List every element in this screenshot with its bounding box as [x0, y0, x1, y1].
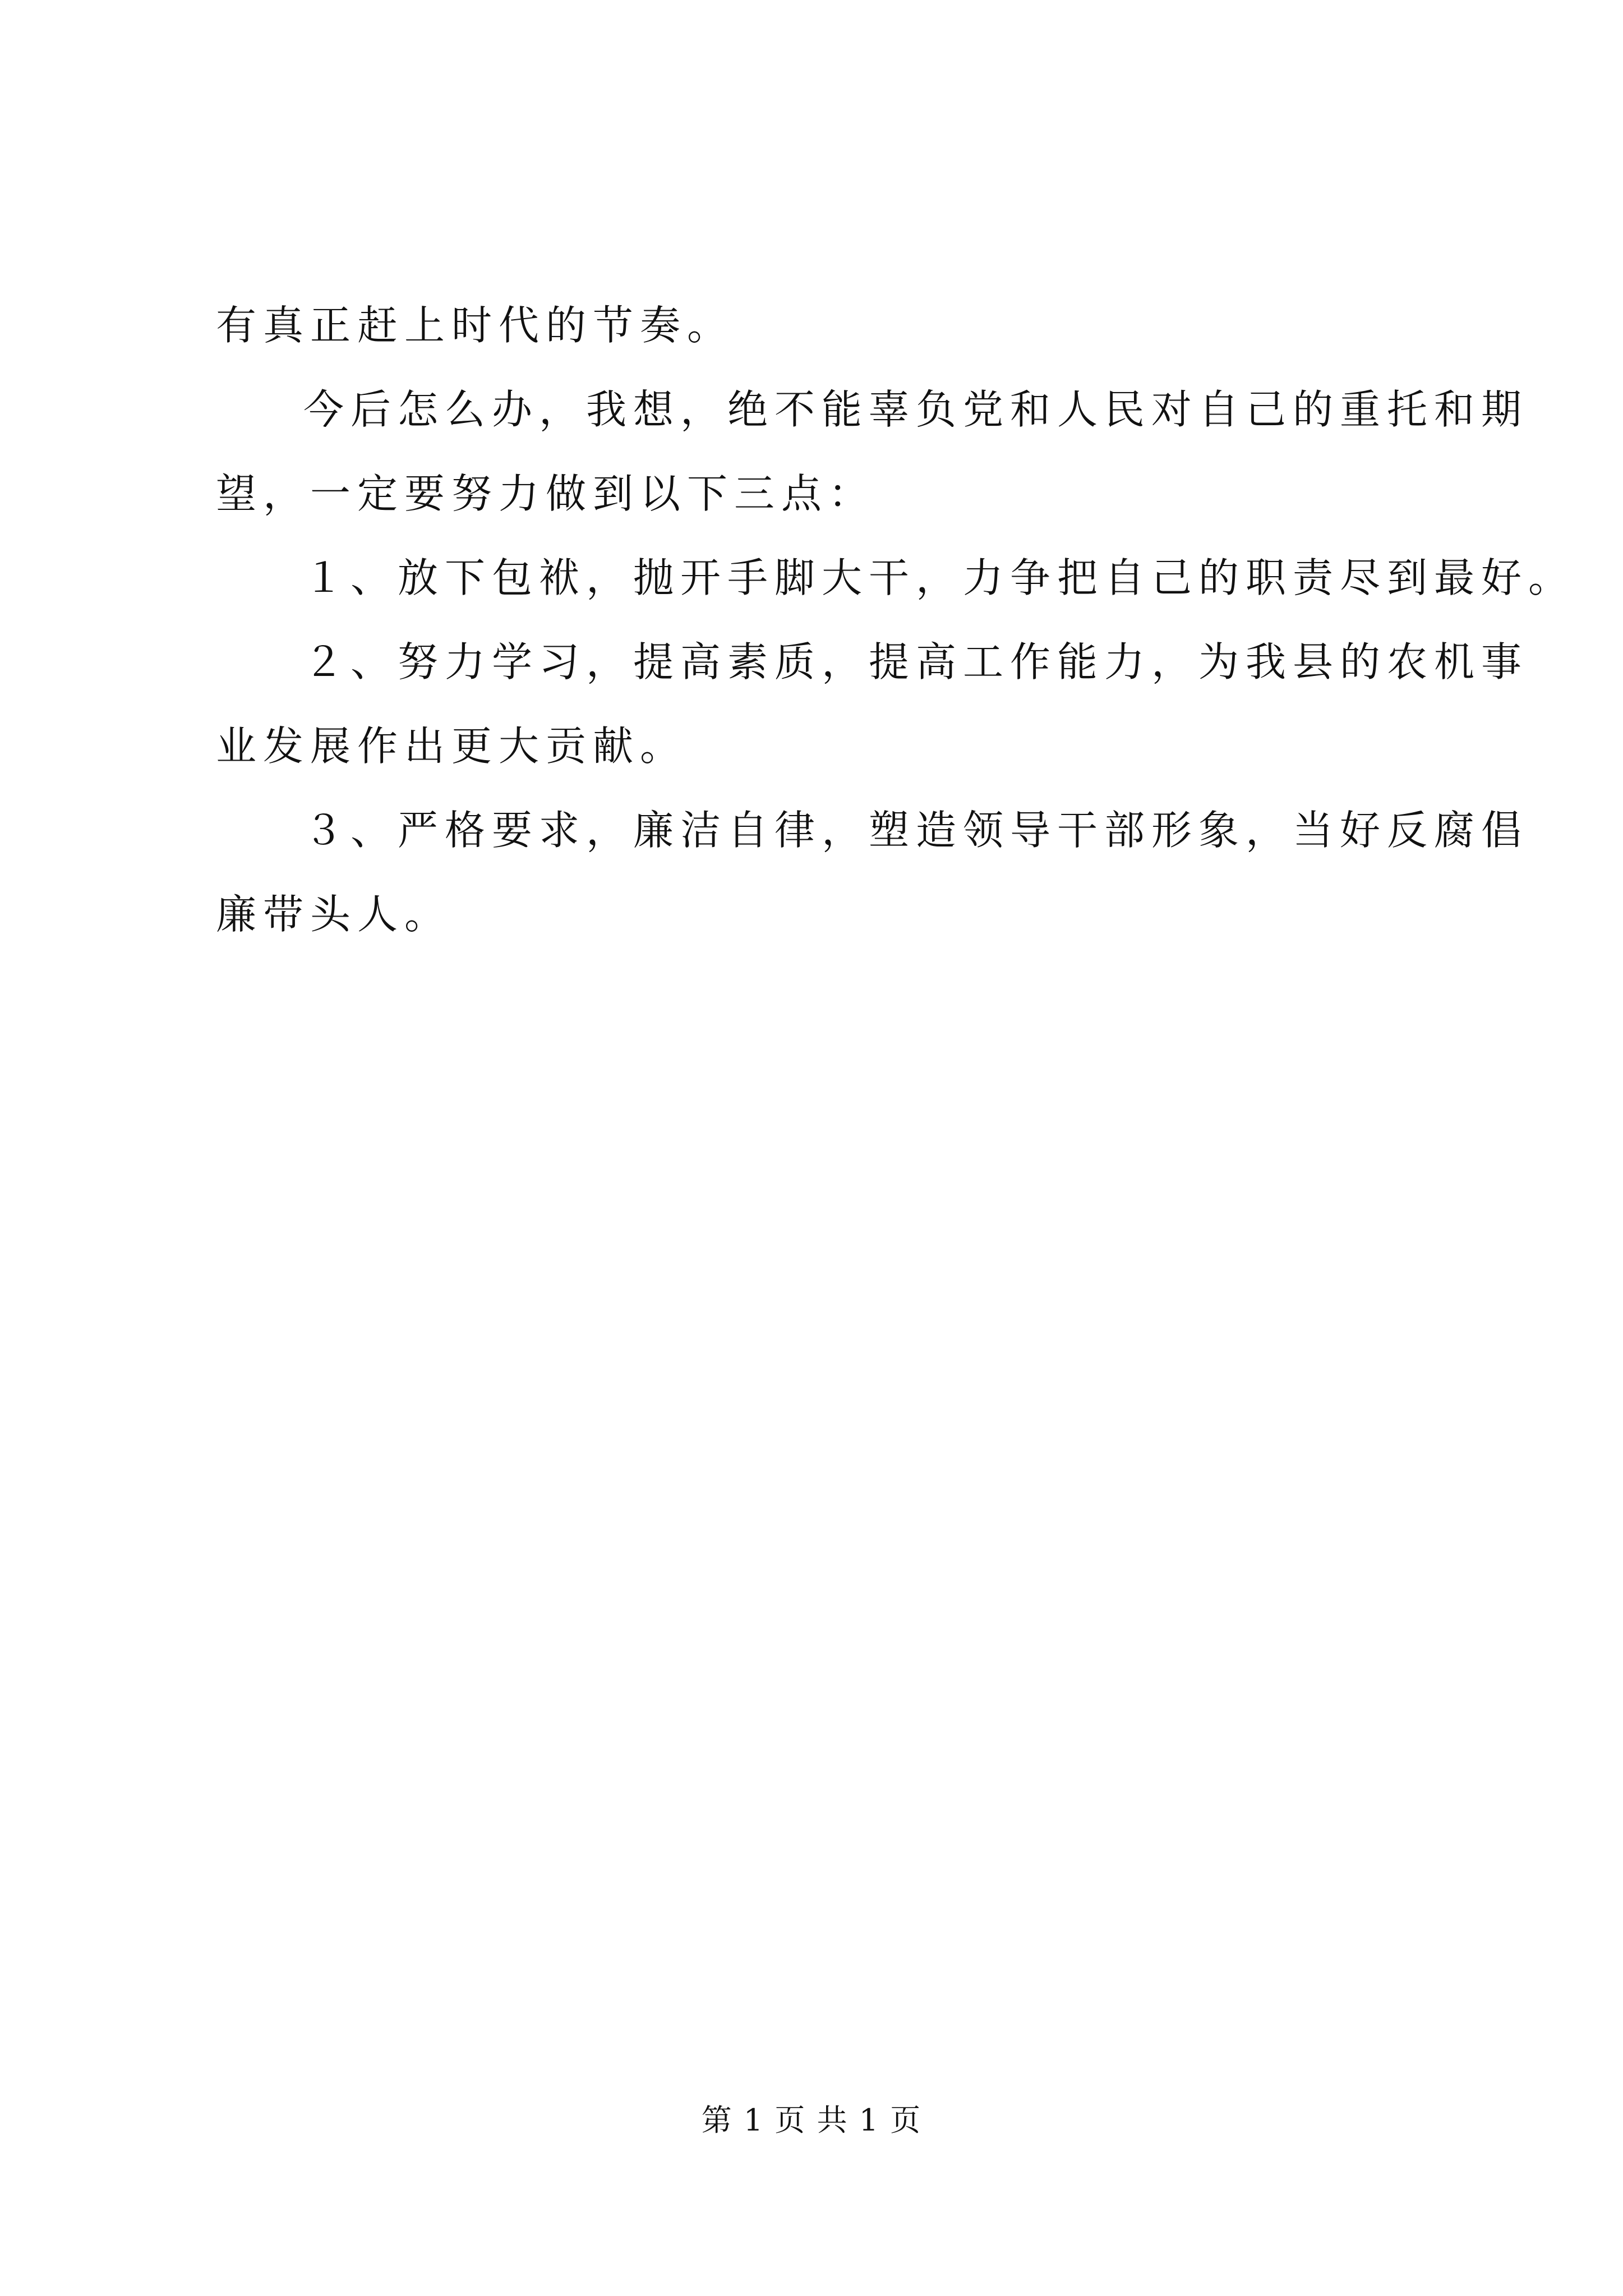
text-line-7: ３、严格要求，廉洁自律，塑造领导干部形象，当好反腐倡 — [303, 807, 1529, 854]
text-line-3: 望，一定要努力做到以下三点： — [216, 470, 876, 517]
page-footer: 第 1 页 共 1 页 — [701, 2102, 922, 2138]
text-line-6: 业发展作出更大贡献。 — [216, 723, 688, 770]
text-line-8: 廉带头人。 — [216, 891, 452, 938]
text-line-2: 今后怎么办，我想，绝不能辜负党和人民对自己的重托和期 — [303, 386, 1529, 433]
text-line-4: １、放下包袱，抛开手脚大干，力争把自己的职责尽到最好。 — [303, 554, 1576, 601]
text-line-1: 有真正赶上时代的节奏。 — [216, 302, 735, 349]
text-line-5: ２、努力学习，提高素质，提高工作能力，为我县的农机事 — [303, 638, 1529, 685]
